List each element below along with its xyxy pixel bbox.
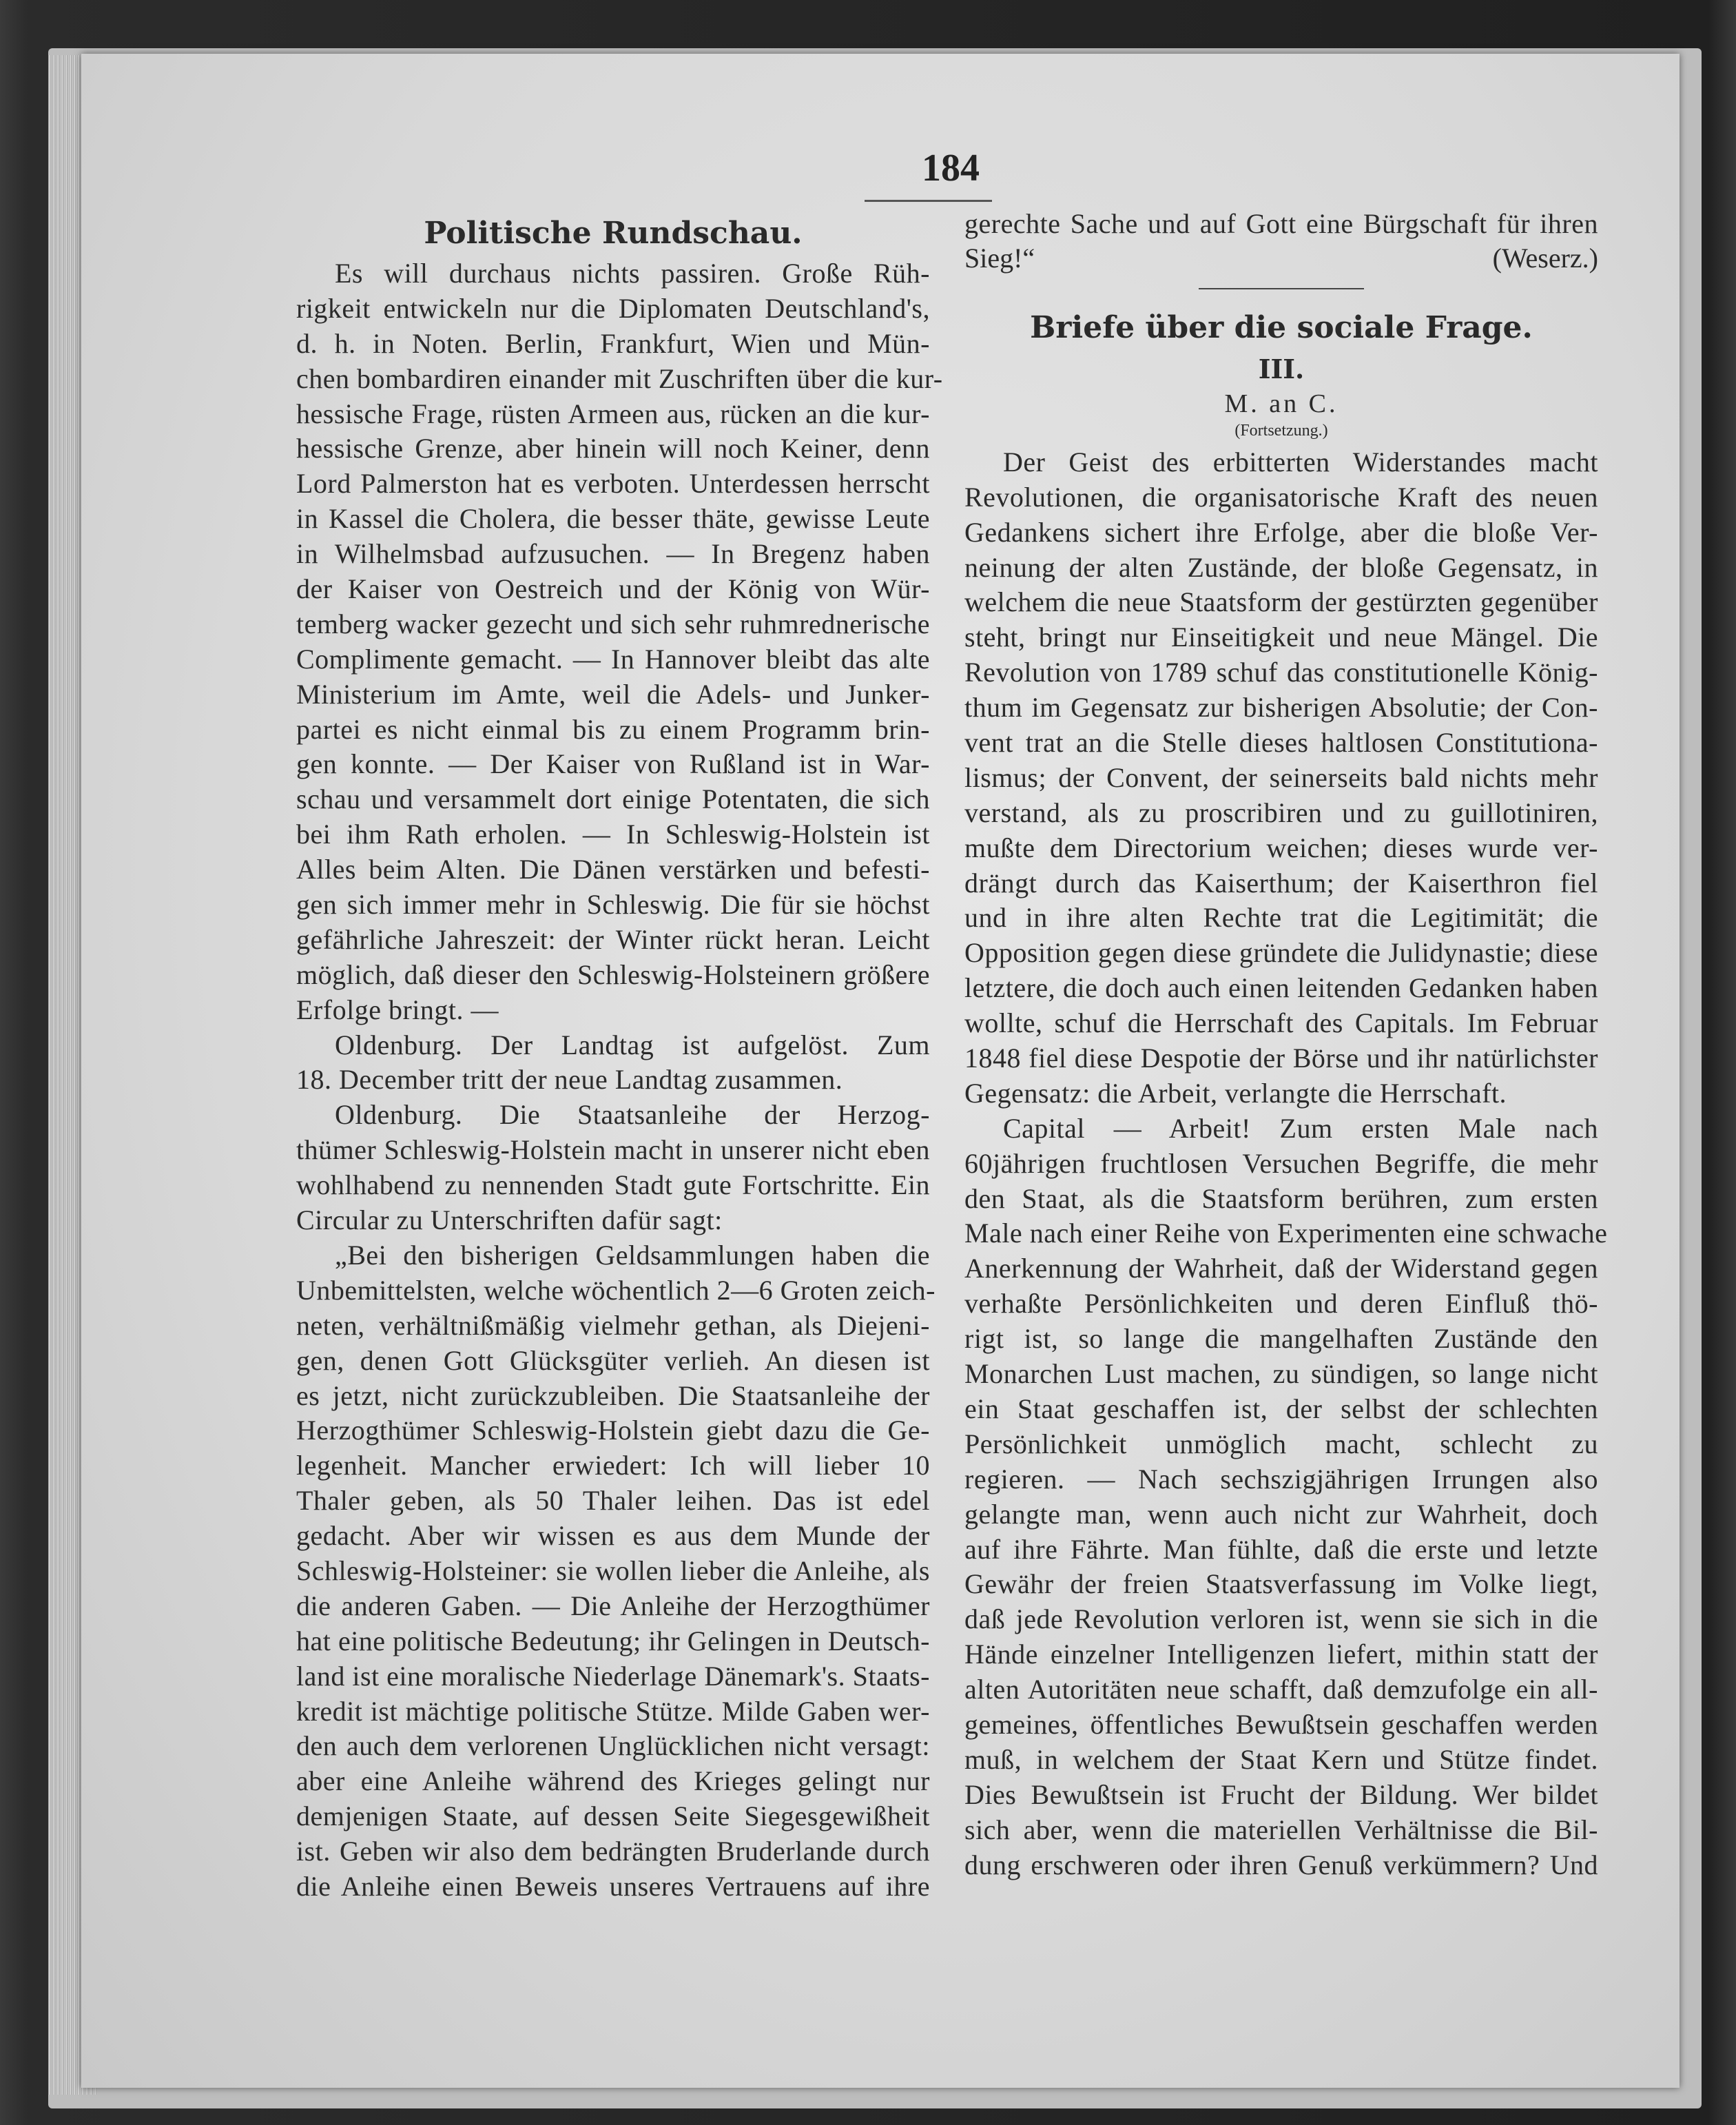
text-line: dung erschweren oder ihren Genuß verkümmern? Und [964,1849,1598,1880]
left-column [296,207,943,1905]
text-line: 60jährigen fruchtlosen Versuchen Begriffe, die mehr [964,1147,1598,1179]
text-line: Monarchen Lust machen, zu sündigen, so lange nicht [964,1358,1598,1390]
text-line: Oldenburg. Der Landtag ist aufgelöst. Zum [335,1029,930,1060]
text-line: in Wilhelmsbad aufzusuchen. — In Bregenz haben [296,538,930,570]
text-line: gen, denen Gott Glücksgüter verlieh. An diesen ist [296,1344,930,1376]
text-line: lismus; der Convent, der seinerseits bald nichts mehr [964,761,1598,793]
left-column-text [296,256,943,1905]
text-line: gedacht. Aber wir wissen es aus dem Munde der [296,1520,930,1552]
text-line: neten, verhältnißmäßig vielmehr gethan, als Diejeni- [296,1309,930,1341]
text-line: rigt ist, so lange die mangelhaften Zustände den [964,1323,1598,1355]
text-line: Oldenburg. Die Staatsanleihe der Herzog- [335,1099,930,1131]
text-line: Persönlichkeit unmöglich macht, schlecht zu [964,1428,1598,1459]
text-line: rigkeit entwickeln nur die Diplomaten Deutschland's, [296,292,930,324]
text-line: verstand, als zu proscribiren und zu guillotiniren, [964,797,1598,828]
page-number-rule [865,200,992,202]
text-line: drängt durch das Kaiserthum; der Kaiserthron fiel [964,867,1598,899]
text-line: die Anleihe einen Beweis unseres Vertrauens auf ihre [296,1870,930,1902]
text-line: neinung der alten Zustände, der bloße Gegensatz, in [964,551,1598,583]
text-line: vent trat an die Stelle dieses haltlosen Constitutiona- [964,727,1598,759]
text-line: partei es nicht einmal bis zu einem Programm brin- [296,713,930,745]
text-line: hessische Grenze, aber hinein will noch Keiner, denn [296,433,930,464]
text-line: Alles beim Alten. Die Dänen verstärken und befesti- [296,854,930,885]
text-line: Revolutionen, die organisatorische Kraft des neuen [964,481,1598,513]
text-line: Herzogthümer Schleswig-Holstein giebt dazu die Ge- [296,1415,930,1446]
text-line: welchem die neue Staatsform der gestürzten gegenüber [964,586,1598,618]
text-line: alten Autoritäten neue schafft, daß demzufolge ein all- [964,1674,1598,1705]
section-title: Politische Rundschau. [424,216,803,251]
text-line: Lord Palmerston hat es verboten. Unterdessen herrscht [296,468,930,500]
text-line: chen bombardiren einander mit Zuschriften über die kur- [296,362,943,394]
text-line: wollte, schuf die Herrschaft des Capitals. Im Februar [964,1007,1598,1039]
text-line: „Bei den bisherigen Geldsammlungen haben die [335,1239,930,1271]
text-line: regieren. — Nach sechszigjährigen Irrungen also [964,1463,1598,1495]
text-line: den auch dem verlorenen Unglücklichen nicht versagt: [296,1730,930,1762]
text-line: thum im Gegensatz zur bisherigen Absolutie; der Con- [964,692,1598,723]
text-line: Gegensatz: die Arbeit, verlangte die Herrschaft. [964,1077,1507,1109]
text-line: 1848 fiel diese Despotie der Börse und ihr natürlichster [964,1043,1598,1074]
text-line: ist. Geben wir also dem bedrängten Bruderlande durch [296,1836,930,1867]
text-line: verhaßte Persönlichkeiten und deren Einfluß thö- [964,1288,1598,1320]
right-column [964,207,1608,1882]
text-line: letztere, die doch auch einen leitenden Gedanken haben [964,972,1598,1004]
section-separator [1199,288,1364,289]
text-line: gemeines, öffentliches Bewußtsein geschaffen werden [964,1708,1598,1740]
text-line: hessische Frage, rüsten Armeen aus, rücken an die kur- [296,398,930,429]
text-line: daß jede Revolution verloren ist, wenn sie sich in die [964,1603,1598,1635]
text-line: Gewähr der freien Staatsverfassung im Volke liegt, [964,1568,1598,1600]
text-line: der Kaiser von Oestreich und der König von Wür- [296,573,930,605]
text-line: Capital — Arbeit! Zum ersten Male nach [1003,1112,1598,1144]
text-line: den Staat, als die Staatsform berühren, zum ersten [964,1182,1598,1214]
text-line: temberg wacker gezecht und sich sehr ruhmrednerische [296,608,930,639]
text-line: aber eine Anleihe während des Krieges gelingt nur [296,1765,930,1797]
text-line: gen konnte. — Der Kaiser von Rußland ist in War- [296,748,930,780]
article-number: III. [1258,353,1305,384]
text-line: demjenigen Staate, auf dessen Seite Siegesgewißheit [296,1800,930,1832]
text-line: Male nach einer Reihe von Experimenten eine schwache [964,1218,1608,1249]
text-line: wohlhabend zu nennenden Stadt gute Fortschritte. Ein [296,1169,930,1201]
text-line: Unbemittelsten, welche wöchentlich 2—6 Groten zeich- [296,1274,936,1306]
text-line: gerechte Sache und auf Gott eine Bürgschaft für ihren [964,208,1598,239]
text-line: sich aber, wenn die materiellen Verhältnisse die Bil- [964,1814,1598,1845]
text-line: die anderen Gaben. — Die Anleihe der Herzogthümer [296,1590,930,1621]
article-title: Briefe über die sociale Frage. [1030,309,1533,345]
quote-end-text: Sieg!“ [964,242,1035,274]
text-line: Der Geist des erbitterten Widerstandes macht [1003,446,1598,478]
text-line: Circular zu Unterschriften dafür sagt: [296,1204,723,1236]
text-line: Anerkennung der Wahrheit, daß der Widerstand gegen [964,1253,1598,1284]
continuation-note: (Fortsetzung.) [1234,421,1328,440]
text-line: gen sich immer mehr in Schleswig. Die für sie höchst [296,889,930,921]
text-line: d. h. in Noten. Berlin, Frankfurt, Wien und Mün- [296,327,930,359]
text-line: Dies Bewußtsein ist Frucht der Bildung. Wer bildet [964,1778,1598,1810]
text-line: steht, bringt nur Einseitigkeit und neue Mängel. Die [964,622,1598,653]
text-line: ein Staat geschaffen ist, der selbst der schlechten [964,1393,1598,1424]
text-line: mußte dem Directorium weichen; dieses wurde ver- [964,832,1598,863]
text-line: Erfolge bringt. — [296,994,499,1025]
text-line: muß, in welchem der Staat Kern und Stütze findet. [964,1743,1598,1775]
text-line: Opposition gegen diese gründete die Julidynastie; diese [964,937,1598,969]
text-line: thümer Schleswig-Holstein macht in unserer nicht eben [296,1134,930,1166]
text-line: bei ihm Rath erholen. — In Schleswig-Holstein ist [296,819,930,850]
text-line: Thaler geben, als 50 Thaler leihen. Das ist edel [296,1485,930,1517]
text-line: gefährliche Jahreszeit: der Winter rückt heran. Leicht [296,923,930,955]
right-column-text [964,445,1608,1883]
text-line: Hände einzelner Intelligenzen liefert, mithin statt der [964,1639,1598,1670]
page-number: 184 [922,147,980,189]
text-line: Es will durchaus nichts passiren. Große Rüh- [335,258,930,289]
quote-end-line [964,242,1598,274]
text-line: und in ihre alten Rechte trat die Legitimität; die [964,902,1598,934]
text-line: 18. December tritt der neue Landtag zusammen. [296,1064,843,1096]
text-line: kredit ist mächtige politische Stütze. Milde Gaben wer- [296,1695,930,1727]
text-line: schau und versammelt dort einige Potentaten, die sich [296,783,930,815]
text-line: in Kassel die Cholera, die besser thäte, gewisse Leute [296,503,930,535]
text-line: es jetzt, nicht zurückzubleiben. Die Staatsanleihe der [296,1379,930,1411]
quote-source: (Weserz.) [1492,242,1598,274]
text-line: auf ihre Fährte. Man fühlte, daß die erste und letzte [964,1533,1598,1565]
text-line: Gedankens sichert ihre Erfolge, aber die bloße Ver- [964,516,1598,548]
text-line: Ministerium im Amte, weil die Adels- und Junker- [296,678,930,710]
text-line: hat eine politische Bedeutung; ihr Gelingen in Deutsch- [296,1625,930,1656]
text-line: land ist eine moralische Niederlage Dänemark's. Staats- [296,1660,930,1692]
text-line: legenheit. Mancher erwiedert: Ich will lieber 10 [296,1450,930,1481]
quote-continuation [964,207,1598,242]
text-line: möglich, daß dieser den Schleswig-Holsteinern größere [296,958,930,990]
text-line: Schleswig-Holsteiner: sie wollen lieber die Anleihe, als [296,1554,930,1586]
text-line: Complimente gemacht. — In Hannover bleibt das alte [296,643,930,675]
article-byline: M. an C. [1224,389,1339,418]
text-line: Revolution von 1789 schuf das constitutionelle König- [964,657,1598,688]
text-line: gelangte man, wenn auch nicht zur Wahrheit, doch [964,1498,1598,1530]
